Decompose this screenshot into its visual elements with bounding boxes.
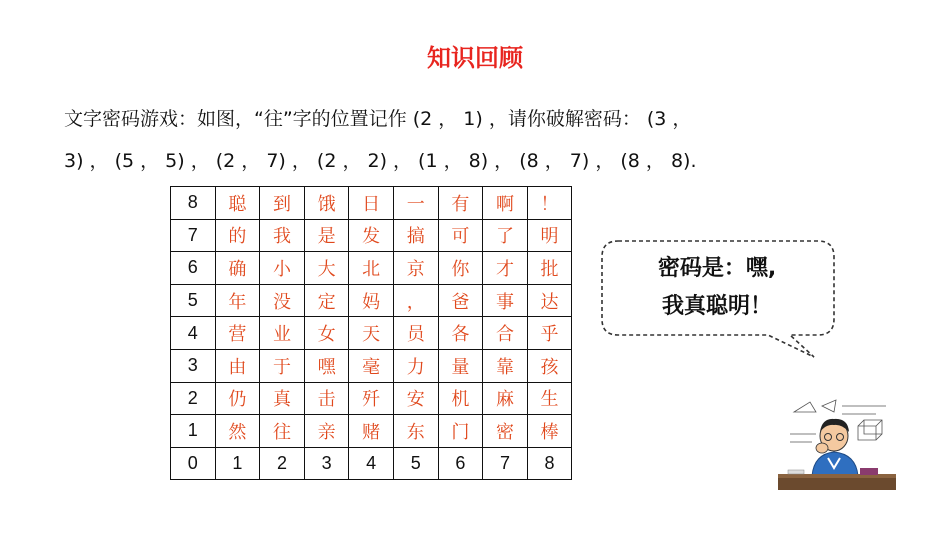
grid-cell: 门 <box>438 415 483 448</box>
grid-cell: ， <box>393 284 438 317</box>
grid-cell: 聪 <box>215 187 260 220</box>
grid-cell: 赌 <box>349 415 394 448</box>
grid-cell: 机 <box>438 382 483 415</box>
grid-cell: 孩 <box>527 349 572 382</box>
grid-cell: 饿 <box>304 187 349 220</box>
grid-cell: 力 <box>393 349 438 382</box>
grid-cell: 的 <box>215 219 260 252</box>
problem-line-1: 文字密码游戏：如图，“往”字的位置记作 (2 ， 1) ，请你破解密码： (3 ， <box>64 108 692 130</box>
grid-cell: 员 <box>393 317 438 350</box>
grid-cell: 亲 <box>304 415 349 448</box>
grid-row <box>171 284 572 317</box>
grid-cell: 靠 <box>483 349 528 382</box>
grid-cell: 量 <box>438 349 483 382</box>
column-number: 0 <box>171 447 216 480</box>
grid-cell: 东 <box>393 415 438 448</box>
bubble-line-1: 密码是：嘿, <box>657 256 777 281</box>
student-thinking-illustration <box>776 398 898 494</box>
grid-cell: 于 <box>260 349 305 382</box>
column-number: 8 <box>527 447 572 480</box>
column-number: 5 <box>393 447 438 480</box>
row-number: 1 <box>171 415 216 448</box>
column-number: 4 <box>349 447 394 480</box>
grid-cell: 批 <box>527 252 572 285</box>
grid-cell: 京 <box>393 252 438 285</box>
column-number: 3 <box>304 447 349 480</box>
grid-row <box>171 187 572 220</box>
problem-line-2: 3) ， (5 ， 5) ， (2 ， 7) ， (2 ， 2) ， (1 ， 8) ， (8 ， 7) ， (8 ， 8). <box>64 150 697 172</box>
grid-cell: 年 <box>215 284 260 317</box>
grid-cell: 业 <box>260 317 305 350</box>
grid-cell: 我 <box>260 219 305 252</box>
grid-cell: 爸 <box>438 284 483 317</box>
grid-cell: 仍 <box>215 382 260 415</box>
grid-cell: 女 <box>304 317 349 350</box>
grid-cell: 然 <box>215 415 260 448</box>
grid-cell: 确 <box>215 252 260 285</box>
grid-cell: 你 <box>438 252 483 285</box>
grid-cell: 北 <box>349 252 394 285</box>
grid-cell: 定 <box>304 284 349 317</box>
grid-cell: 合 <box>483 317 528 350</box>
grid-cell: 没 <box>260 284 305 317</box>
grid-cell: 到 <box>260 187 305 220</box>
grid-cell: 营 <box>215 317 260 350</box>
grid-row <box>171 252 572 285</box>
row-number: 7 <box>171 219 216 252</box>
grid-cell: 妈 <box>349 284 394 317</box>
row-number: 5 <box>171 284 216 317</box>
grid-cell: 大 <box>304 252 349 285</box>
row-number: 3 <box>171 349 216 382</box>
grid-cell: 往 <box>260 415 305 448</box>
row-number: 8 <box>171 187 216 220</box>
grid-cell: 明 <box>527 219 572 252</box>
grid-cell: 击 <box>304 382 349 415</box>
grid-cell: 安 <box>393 382 438 415</box>
page-title: 知识回顾 <box>427 44 523 72</box>
problem-text <box>64 98 864 182</box>
grid-cell: 毫 <box>349 349 394 382</box>
grid-cell: 嘿 <box>304 349 349 382</box>
column-number: 1 <box>215 447 260 480</box>
grid-cell: 乎 <box>527 317 572 350</box>
column-number: 6 <box>438 447 483 480</box>
grid-cell: 一 <box>393 187 438 220</box>
row-number: 6 <box>171 252 216 285</box>
grid-cell: 天 <box>349 317 394 350</box>
grid-cell: 歼 <box>349 382 394 415</box>
grid-cell: 是 <box>304 219 349 252</box>
grid-cell: 搞 <box>393 219 438 252</box>
column-number: 2 <box>260 447 305 480</box>
column-number: 7 <box>483 447 528 480</box>
grid-cell: 小 <box>260 252 305 285</box>
grid-cell: 棒 <box>527 415 572 448</box>
grid-cell: 真 <box>260 382 305 415</box>
cipher-grid <box>170 186 572 480</box>
grid-cell: 日 <box>349 187 394 220</box>
grid-cell: 各 <box>438 317 483 350</box>
grid-cell: 密 <box>483 415 528 448</box>
grid-axis-row <box>171 447 572 480</box>
grid-cell: 才 <box>483 252 528 285</box>
bubble-text <box>612 250 822 326</box>
row-number: 4 <box>171 317 216 350</box>
bubble-line-2: 我真聪明！ <box>661 294 772 319</box>
grid-cell: 有 <box>438 187 483 220</box>
grid-cell: 了 <box>483 219 528 252</box>
grid-cell: 生 <box>527 382 572 415</box>
grid-cell: 发 <box>349 219 394 252</box>
grid-row <box>171 415 572 448</box>
grid-cell: 可 <box>438 219 483 252</box>
grid-row <box>171 382 572 415</box>
grid-cell: 麻 <box>483 382 528 415</box>
grid-cell: 达 <box>527 284 572 317</box>
row-number: 2 <box>171 382 216 415</box>
grid-row <box>171 317 572 350</box>
grid-cell: ！ <box>527 187 572 220</box>
grid-row <box>171 349 572 382</box>
grid-cell: 事 <box>483 284 528 317</box>
grid-cell: 啊 <box>483 187 528 220</box>
grid-row <box>171 219 572 252</box>
grid-cell: 由 <box>215 349 260 382</box>
